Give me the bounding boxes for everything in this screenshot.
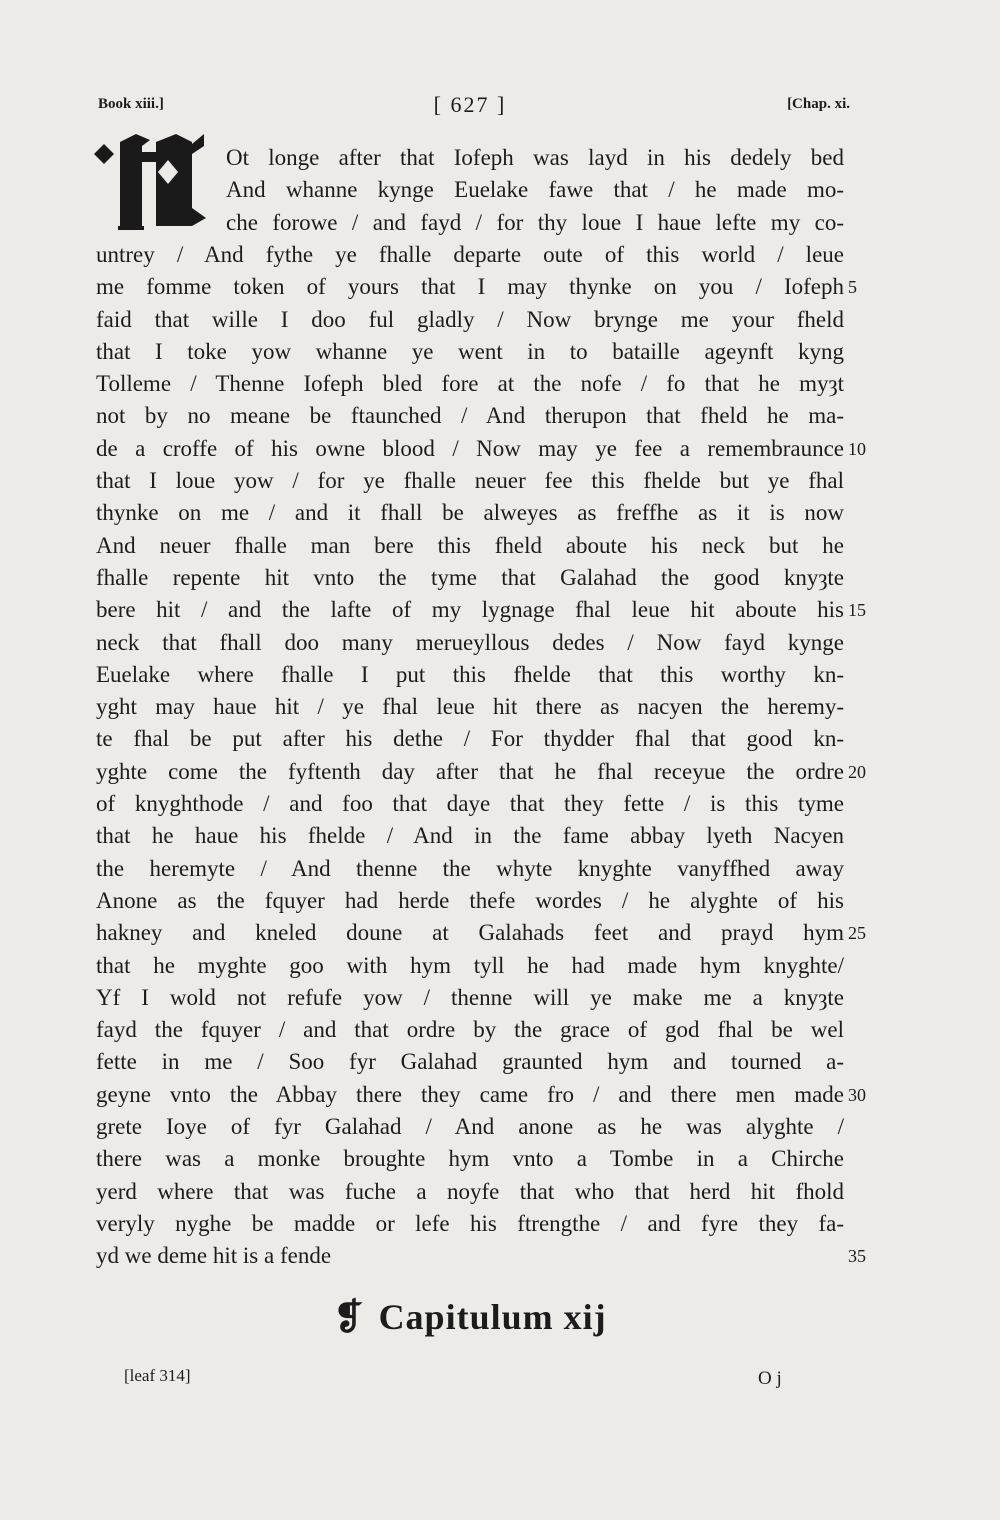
text-line: fayd the fquyer / and that ordre by the grace of god fhal be wel <box>96 1017 844 1043</box>
line-number: 25 <box>848 923 866 944</box>
text-line: yghte come the fyftenth day after that he fhal receyue the ordre <box>96 758 844 784</box>
text-line: Euelake where fhalle I put this fhelde that this worthy kn- <box>96 661 844 687</box>
text-line: te fhal be put after his dethe / For thydder fhal that good kn- <box>96 726 844 752</box>
text-line: che forowe / and fayd / for thy loue I haue lefte my co- <box>226 209 844 235</box>
line-number: 30 <box>848 1084 866 1105</box>
book-number: Book xiii.] <box>98 96 164 112</box>
text-line: neck that fhall doo many merueyllous dedes / Now fayd kynge <box>96 629 844 655</box>
text-line: yerd where that was fuche a noyfe that who that herd hit fhold <box>96 1178 844 1204</box>
text-line: And neuer fhalle man bere this fheld aboute his neck but he <box>96 532 844 558</box>
text-line: yd we deme hit is a fende <box>96 1243 332 1269</box>
text-line: geyne vnto the Abbay there they came fro / and there men made <box>96 1081 844 1107</box>
line-number: 5 <box>848 277 857 298</box>
text-line: thynke on me / and it fhall be alweyes as freffhe as it is now <box>96 500 844 526</box>
text-line: fhalle repente hit vnto the tyme that Galahad the good knyȝte <box>96 564 844 590</box>
line-number: 10 <box>848 438 866 459</box>
text-line: faid that wille I doo ful gladly / Now brynge me your fheld <box>96 306 844 332</box>
text-line: there was a monke broughte hym vnto a Tombe in a Chirche <box>96 1146 844 1172</box>
text-line: untrey / And fythe ye fhalle departe oute of this world / leue <box>96 241 844 267</box>
text-line: me fomme token of yours that I may thynke on you / Iofeph <box>96 274 844 300</box>
line-number: 20 <box>848 761 866 782</box>
text-line: not by no meane be ftaunched / And therupon that fheld he ma- <box>96 403 844 429</box>
page-number: [ 627 ] <box>433 92 507 117</box>
text-line: And whanne kynge Euelake fawe that / he made mo- <box>226 177 844 203</box>
text-line: bere hit / and the lafte of my lygnage fhal leue hit aboute his <box>96 597 844 623</box>
text-line: Ot longe after that Iofeph was layd in his dedely bed <box>226 145 844 170</box>
text-line: that he myghte goo with hym tyll he had made hym knyghte/ <box>96 952 844 978</box>
text-line: veryly nyghe be madde or lefe his ftrengthe / and fyre they fa- <box>96 1210 844 1236</box>
line-number: 15 <box>848 600 866 621</box>
text-line: hakney and kneled doune at Galahads feet and prayd hym <box>96 920 844 946</box>
text-line: fette in me / Soo fyr Galahad graunted hym and tourned a- <box>96 1049 844 1075</box>
chapter-heading <box>0 1296 940 1338</box>
text-line: that I toke yow whanne ye went in to bataille ageynft kyng <box>96 338 844 364</box>
text-line: the heremyte / And thenne the whyte knyghte vanyffhed away <box>96 855 844 881</box>
drop-cap-initial <box>92 132 210 230</box>
text-line: that he haue his fhelde / And in the fame abbay lyeth Nacyen <box>96 823 844 849</box>
text-line: yght may haue hit / ye fhal leue hit there as nacyen the heremy- <box>96 694 844 720</box>
chapter-heading-text: Capitulum xij <box>378 1297 607 1337</box>
leaf-number: [leaf 314] <box>124 1366 191 1385</box>
text-line: de a croffe of his owne blood / Now may ye fee a remembraunce <box>96 435 844 461</box>
text-line: grete Ioye of fyr Galahad / And anone as he was alyghte / <box>96 1114 844 1139</box>
line-number: 35 <box>848 1246 866 1267</box>
text-line: Anone as the fquyer had herde thefe wordes / he alyghte of his <box>96 887 844 913</box>
text-line: Yf I wold not refufe yow / thenne will ye make me a knyȝte <box>96 984 844 1010</box>
signature-mark: O j <box>758 1368 782 1389</box>
text-line: Tolleme / Thenne Iofeph bled fore at the nofe / fo that he myȝt <box>96 371 844 397</box>
pilcrow-icon: ❡ <box>333 1297 365 1337</box>
text-line: that I loue yow / for ye fhalle neuer fee this fhelde but ye fhal <box>96 468 844 493</box>
text-line: of knyghthode / and foo that daye that they fette / is this tyme <box>96 791 844 816</box>
chapter-number: [Chap. xi. <box>787 96 850 112</box>
